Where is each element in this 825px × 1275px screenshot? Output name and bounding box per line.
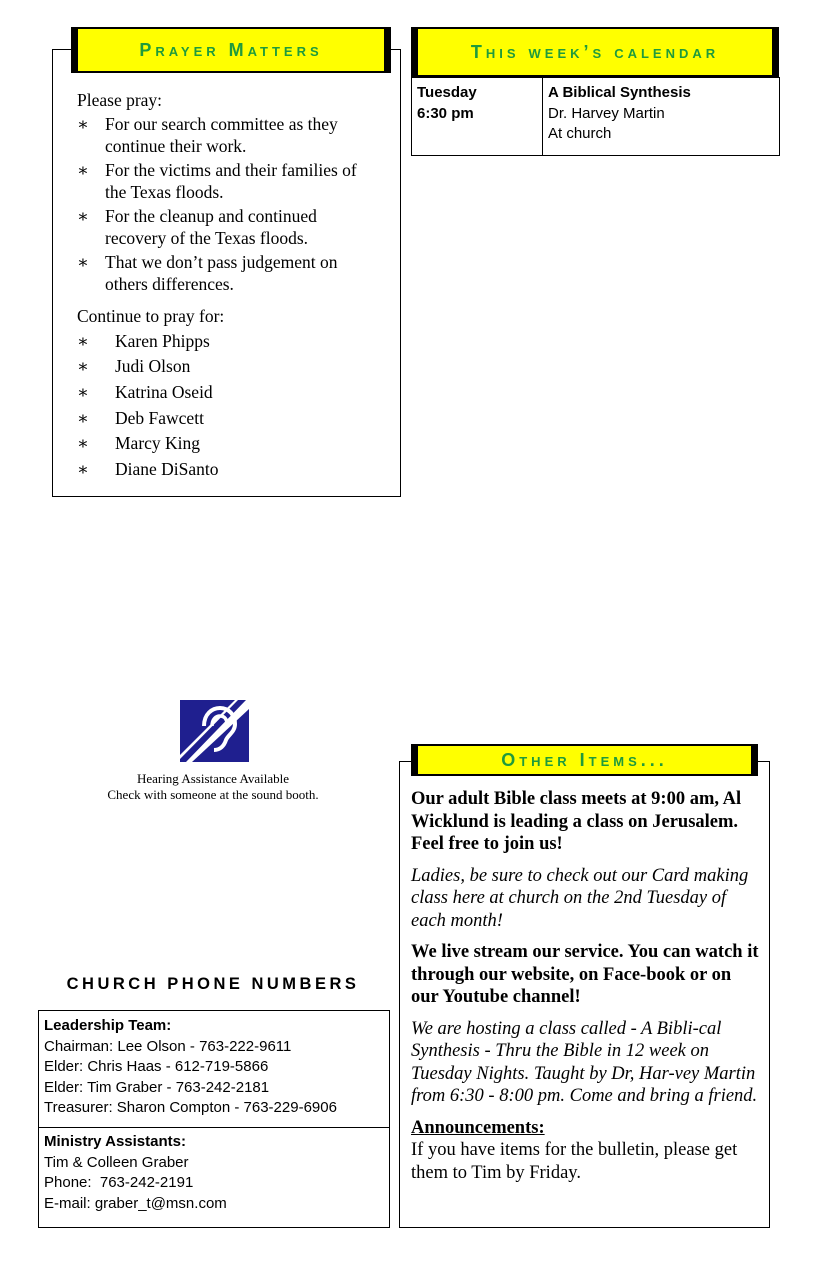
hearing-assistance-icon bbox=[180, 700, 249, 762]
live-stream-text: We live stream our service. You can watch it through our website, on Face-book or on our Youtube channel! bbox=[411, 942, 759, 1007]
leadership-line: Elder: Chris Haas - 612-719-5866 bbox=[44, 1058, 269, 1075]
phones-title: CHURCH PHONE NUMBERS bbox=[66, 975, 360, 993]
calendar-event-title: A Biblical Synthesis bbox=[548, 84, 691, 101]
prayer-item: ∗ For our search committee as they continue their work. bbox=[77, 114, 338, 156]
hearing-line2: Check with someone at the sound booth. bbox=[107, 786, 319, 802]
prayer-name: ∗ Marcy King bbox=[77, 433, 201, 454]
bullet-star: ∗ bbox=[77, 252, 89, 272]
ministry-phone: Phone: 763-242-2191 bbox=[44, 1174, 194, 1191]
prayer-item: ∗ For the cleanup and continued recovery of the Texas floods. bbox=[77, 206, 317, 248]
prayer-intro: Please pray: bbox=[77, 90, 163, 110]
bible-class-text: Our adult Bible class meets at 9:00 am, Al Wicklund is leading a class on Jerusalem. Feel free to join us! bbox=[411, 789, 742, 854]
leadership-line: Elder: Tim Graber - 763-242-2181 bbox=[44, 1078, 270, 1096]
calendar-table bbox=[411, 77, 780, 156]
prayer-banner bbox=[71, 27, 391, 73]
leadership-line: Treasurer: Sharon Compton - 763-229-6906 bbox=[44, 1099, 337, 1116]
calendar-title: This week’s calendar bbox=[470, 41, 720, 62]
prayer-item: ∗ For the victims and their families of the Texas floods. bbox=[77, 160, 357, 202]
prayer-item: ∗ That we don’t pass judgement on others differences. bbox=[77, 252, 338, 294]
bullet-star: ∗ bbox=[77, 206, 89, 226]
calendar-event-location: At church bbox=[548, 125, 612, 142]
ministry-heading: Ministry Assistants: bbox=[44, 1133, 186, 1150]
ministry-section bbox=[44, 1132, 227, 1214]
ministry-names: Tim & Colleen Graber bbox=[44, 1153, 189, 1171]
announcements-heading: Announcements: bbox=[411, 1117, 545, 1138]
prayer-name: ∗ Karen Phipps bbox=[77, 330, 210, 351]
leadership-heading: Leadership Team: bbox=[44, 1017, 172, 1034]
other-items-content bbox=[411, 788, 759, 1184]
synthesis-class-text: We are hosting a class called - A Bibli-cal Synthesis - Thru the Bible in 12 week on Tuesday Nights. Taught by Dr, Har-vey Martin from 6:30 - 8:00 pm. Come and bring a friend. bbox=[411, 1018, 758, 1106]
card-class-text: Ladies, be sure to check out our Card making class here at church on the 2nd Tuesday of each month! bbox=[411, 865, 749, 931]
calendar-event-speaker: Dr. Harvey Martin bbox=[548, 104, 665, 122]
bullet-star: ∗ bbox=[77, 160, 89, 180]
prayer-name: ∗ Katrina Oseid bbox=[77, 381, 213, 402]
prayer-continue-label: Continue to pray for: bbox=[77, 306, 225, 326]
prayer-name: ∗ Deb Fawcett bbox=[77, 407, 204, 428]
calendar-day: Tuesday bbox=[417, 84, 477, 101]
calendar-event-cell bbox=[548, 83, 691, 145]
prayer-title: Prayer Matters bbox=[139, 39, 323, 60]
prayer-name: ∗ Diane DiSanto bbox=[77, 458, 219, 479]
prayer-content bbox=[77, 89, 382, 482]
other-items-banner bbox=[411, 744, 758, 776]
hearing-text bbox=[60, 771, 366, 802]
prayer-name: ∗ Judi Olson bbox=[77, 356, 191, 377]
calendar-time: 6:30 pm bbox=[417, 104, 474, 122]
other-items-title: Other Items... bbox=[501, 749, 668, 770]
calendar-day-cell bbox=[417, 83, 477, 124]
calendar-divider bbox=[542, 78, 543, 155]
phones-box bbox=[38, 1010, 390, 1228]
calendar-banner bbox=[411, 27, 779, 77]
phones-divider bbox=[39, 1127, 389, 1128]
announcements-text: If you have items for the bulletin, please get them to Tim by Friday. bbox=[411, 1140, 738, 1183]
leadership-section bbox=[44, 1016, 337, 1119]
hearing-line1: Hearing Assistance Available bbox=[136, 771, 290, 786]
ministry-email: E-mail: graber_t@msn.com bbox=[44, 1194, 227, 1212]
bullet-star: ∗ bbox=[77, 114, 89, 134]
leadership-line: Chairman: Lee Olson - 763-222-9611 bbox=[44, 1037, 292, 1055]
